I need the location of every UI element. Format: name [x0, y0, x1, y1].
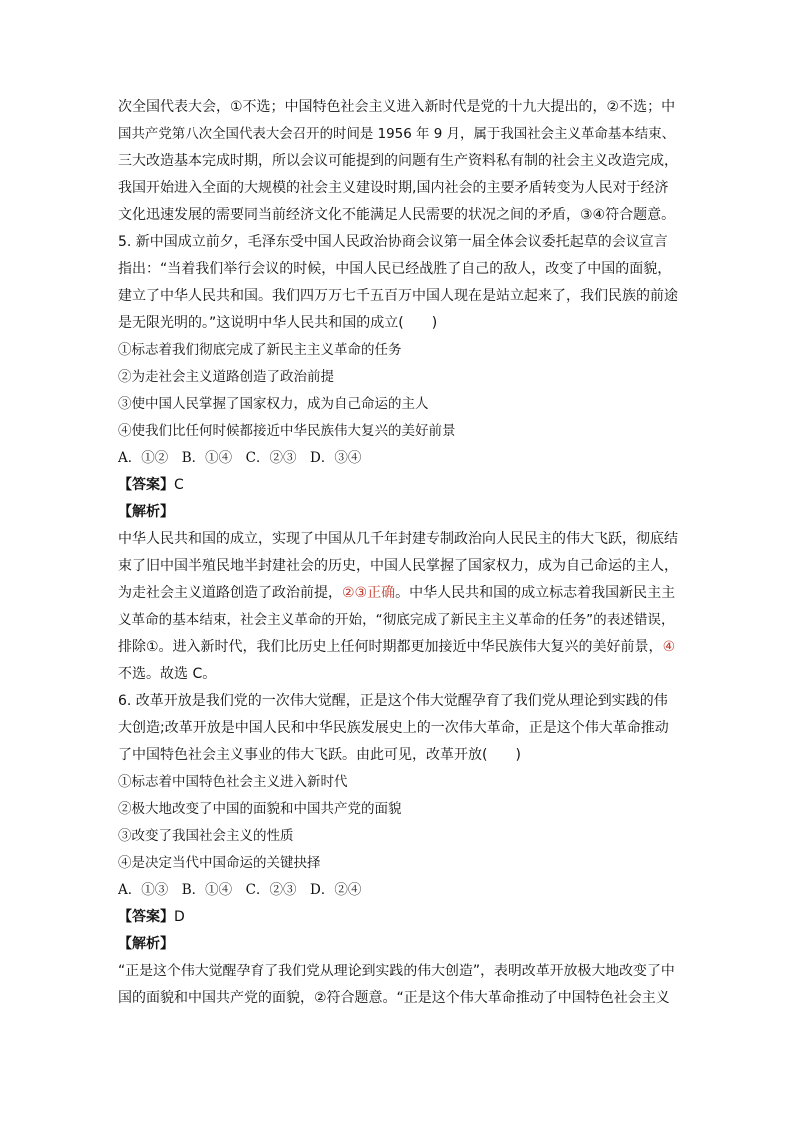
q6-option-1: ①标志着中国特色社会主义进入新时代 [118, 774, 348, 790]
document-page [118, 94, 678, 1012]
q5-analysis-line-6-post: 。故选 C。 [146, 666, 217, 682]
q5-answer-value: C [174, 477, 184, 493]
q5-option-4: ④使我们比任何时候都接近中华民族伟大复兴的美好前景 [118, 423, 456, 439]
q6-analysis-label [118, 931, 678, 958]
q6-analysis-line-2: 国的面貌和中国共产党的面貌，②符合题意。“正是这个伟大革命推动了中国特色社会主义 [118, 990, 670, 1006]
q5-analysis-line-3-pre: 为走社会主义道路创造了政治前提， [118, 585, 342, 601]
q5-analysis-line-6-pre: 不选 [118, 666, 146, 682]
q5-answer-label: 【答案】 [118, 477, 174, 493]
q5-analysis-line-1: 中华人民共和国的成立，实现了中国从几千年封建专制政治向人民民主的伟大飞跃，彻底结 [118, 531, 678, 547]
q5-analysis-line-3-post: 。中华人民共和国的成立标志着我国新民主主 [395, 585, 676, 601]
q6-answer-label: 【答案】 [118, 909, 174, 925]
q5-analysis-line-3 [118, 580, 678, 607]
q5-analysis-highlight-4: ④ [662, 639, 676, 655]
q5-analysis-line-2: 束了旧中国半殖民地半封建社会的历史，中国人民掌握了国家权力，成为自己命运的主人， [118, 558, 678, 574]
q5-analysis-line-5-pre: 排除①。进入新时代，我们比历史上任何时期都更加接近中华民族伟大复兴的美好前景， [118, 639, 663, 655]
q5-option-1: ①标志着我们彻底完成了新民主主义革命的任务 [118, 342, 402, 358]
q5-option-3: ③使中国人民掌握了国家权力，成为自己命运的主人 [118, 396, 429, 412]
intro-line-4: 我国开始进入全面的大规模的社会主义建设时期,国内社会的主要矛盾转变为人民对于经济 [118, 180, 669, 196]
q6-option-3: ③改变了我国社会主义的性质 [118, 828, 294, 844]
intro-line-3: 三大改造基本完成时期，所以会议可能提到的问题有生产资料私有制的社会主义改造完成， [118, 153, 678, 169]
intro-line-5: 文化迅速发展的需要同当前经济文化不能满足人民需要的状况之间的矛盾，③④符合题意。 [118, 207, 676, 223]
q6-stem-line-2: 大创造;改革开放是中国人民和中华民族发展史上的一次伟大革命，正是这个伟大革命推动 [118, 720, 669, 736]
q5-answer [118, 472, 678, 499]
q6-answer-value: D [174, 909, 185, 925]
q5-stem-line-1: 5. 新中国成立前夕，毛泽东受中国人民政治协商会议第一届全体会议委托起草的会议宣言 [118, 234, 668, 250]
q6-option-2: ②极大地改变了中国的面貌和中国共产党的面貌 [118, 801, 402, 817]
q5-analysis-line-4: 义革命的基本结束，社会主义革命的开始，“彻底完成了新民主主义革命的任务”的表述错误， [118, 612, 675, 628]
q5-analysis-line-6 [118, 661, 678, 688]
q5-stem-line-3: 建立了中华人民共和国。我们四万万七千五百万中国人现在是站立起来了，我们民族的前途 [118, 288, 678, 304]
q5-choices: A．①② B．①④ C．②③ D．③④ [118, 450, 362, 466]
q6-choices: A．①③ B．①④ C．②③ D．②④ [118, 882, 362, 898]
q5-stem-line-4: 是无限光明的。”这说明中华人民共和国的成立( ) [118, 315, 438, 331]
q6-analysis-line-1: “正是这个伟大觉醒孕育了我们党从理论到实践的伟大创造”，表明改革开放极大地改变了中 [118, 963, 675, 979]
q5-analysis-line-5 [118, 634, 678, 661]
q5-analysis-highlight-correct: ②③正确 [342, 585, 396, 601]
q6-stem-line-1: 6. 改革开放是我们党的一次伟大觉醒，正是这个伟大觉醒孕育了我们党从理论到实践的伟 [118, 693, 668, 709]
q5-stem-line-2: 指出：“当着我们举行会议的时候，中国人民已经战胜了自己的敌人，改变了中国的面貌， [118, 261, 672, 277]
q5-analysis-label [118, 499, 678, 526]
q5-option-2: ②为走社会主义道路创造了政治前提 [118, 369, 334, 385]
intro-line-2: 国共产党第八次全国代表大会召开的时间是 1956 年 9 月，属于我国社会主义革命基本结束、 [118, 127, 676, 142]
q6-analysis-label-text: 【解析】 [118, 936, 174, 952]
q6-answer [118, 904, 678, 931]
intro-line-1: 次全国代表大会，①不选；中国特色社会主义进入新时代是党的十九大提出的，②不选；中 [118, 99, 676, 115]
q6-stem-line-3: 了中国特色社会主义事业的伟大飞跃。由此可见，改革开放( ) [118, 747, 521, 763]
q6-option-4: ④是决定当代中国命运的关键抉择 [118, 855, 321, 871]
q5-analysis-label-text: 【解析】 [118, 504, 174, 520]
